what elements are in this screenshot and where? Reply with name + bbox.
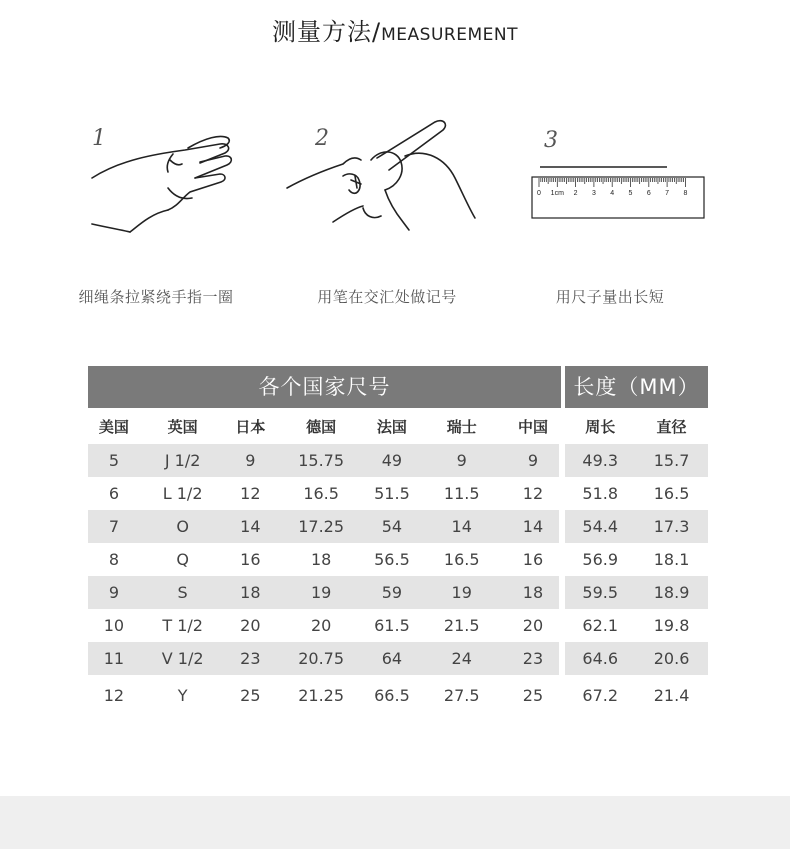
table-cell: 11.5	[443, 484, 480, 503]
table-cell: 17.3	[635, 510, 708, 543]
col-diameter: 直径	[656, 417, 687, 436]
table-cell: 19	[417, 576, 507, 609]
table-cell: 64.6	[565, 642, 635, 675]
table-cell: 12	[240, 484, 261, 503]
table-cell: 21.5	[443, 616, 480, 635]
table-cell: 9	[225, 444, 275, 477]
table-cell: 16	[522, 550, 544, 569]
step-2	[285, 118, 525, 248]
step-3	[528, 118, 768, 248]
table-cell: 62.1	[582, 616, 619, 635]
table-cell: 49.3	[565, 444, 635, 477]
table-cell: 14	[225, 510, 275, 543]
table-cell: T 1/2	[162, 616, 203, 635]
table-cell: 19.8	[653, 616, 690, 635]
step-3-caption: 用尺子量出长短	[555, 288, 665, 306]
table-cell: L 1/2	[162, 484, 203, 503]
ruler-label: 5	[628, 190, 633, 197]
ruler-label: 6	[646, 190, 651, 197]
ruler-label: 2	[573, 190, 578, 197]
table-cell: V 1/2	[140, 642, 226, 675]
ruler-icon	[528, 118, 768, 248]
title-en: MEASUREMENT	[381, 25, 518, 45]
col-us: 美国	[98, 417, 129, 436]
table-row	[88, 477, 708, 510]
table-cell: 14	[507, 510, 560, 543]
col-uk: 英国	[167, 417, 198, 436]
table-cell: 67.2	[582, 685, 619, 705]
table-row	[88, 576, 708, 609]
step-1	[70, 118, 310, 248]
table-cell: O	[140, 510, 226, 543]
page-title	[0, 12, 790, 47]
country-sizes-header: 各个国家尺号	[88, 366, 561, 408]
table-cell: 66.5	[374, 685, 410, 705]
table-group-header	[88, 366, 708, 408]
table-cell: 56.9	[582, 550, 619, 569]
table-cell: 8	[108, 550, 119, 569]
table-row	[88, 543, 708, 576]
table-cell: 16.5	[443, 550, 480, 569]
table-cell: 19	[275, 576, 367, 609]
table-cell: 51.5	[374, 484, 410, 503]
col-cn: 中国	[517, 417, 548, 436]
table-cell: 20.75	[275, 642, 367, 675]
table-cell: 21.4	[653, 685, 690, 705]
col-fr: 法国	[376, 417, 407, 436]
hand-with-string-icon	[70, 118, 310, 248]
table-cell: 6	[108, 484, 119, 503]
table-cell: 23	[507, 642, 560, 675]
table-cell: 16.5	[303, 484, 339, 503]
table-cell: Q	[176, 550, 189, 569]
table-cell: S	[140, 576, 226, 609]
ruler-label: 8	[683, 190, 688, 197]
table-cell: 54.4	[565, 510, 635, 543]
table-cell: 18	[507, 576, 560, 609]
table-cell: 9	[507, 444, 560, 477]
table-cell: 20	[310, 616, 332, 635]
table-cell: 7	[88, 510, 140, 543]
table-cell: 18.1	[653, 550, 690, 569]
table-cell: 24	[417, 642, 507, 675]
table-cell: Y	[177, 685, 188, 705]
table-cell: 18	[225, 576, 275, 609]
table-cell: 5	[88, 444, 140, 477]
step-2-caption: 用笔在交汇处做记号	[317, 288, 457, 306]
table-cell: 18	[310, 550, 332, 569]
table-cell: 11	[88, 642, 140, 675]
table-cell: 12	[103, 685, 125, 705]
table-cell: 9	[417, 444, 507, 477]
table-cell: 51.8	[582, 484, 619, 503]
table-cell: 21.25	[298, 685, 345, 705]
table-row	[88, 675, 708, 715]
ruler-label: 4	[610, 190, 615, 197]
table-cell: 49	[367, 444, 417, 477]
ruler-label: 3	[591, 190, 596, 197]
length-header: 长度（MM）	[565, 366, 708, 408]
step-1-caption: 细绳条拉紧绕手指一圈	[78, 288, 234, 306]
table-cell: 20	[240, 616, 261, 635]
table-cell: 14	[417, 510, 507, 543]
table-cell: 64	[367, 642, 417, 675]
table-cell: 23	[225, 642, 275, 675]
table-cell: 20	[522, 616, 544, 635]
col-ch: 瑞士	[446, 417, 477, 436]
table-cell: 61.5	[374, 616, 410, 635]
table-cell: 9	[88, 576, 140, 609]
ruler-label: 0	[537, 190, 541, 197]
table-cell: 59	[367, 576, 417, 609]
step-number: 2	[315, 126, 329, 151]
hand-with-pen-icon	[285, 118, 525, 248]
table-row	[88, 444, 708, 477]
col-circumference: 周长	[585, 417, 616, 436]
step-number: 1	[92, 126, 106, 151]
ruler-label: 7	[665, 190, 670, 197]
table-row	[88, 609, 708, 642]
table-cell: J 1/2	[140, 444, 226, 477]
table-cell: 16	[240, 550, 261, 569]
table-cell: 15.7	[635, 444, 708, 477]
footer-band	[0, 796, 790, 849]
table-cell: 20.6	[635, 642, 708, 675]
table-cell: 59.5	[565, 576, 635, 609]
table-row	[88, 642, 708, 675]
title-cn: 测量方法/	[272, 18, 382, 46]
table-cell: 10	[103, 616, 125, 635]
table-cell: 16.5	[653, 484, 690, 503]
table-cell: 25	[522, 685, 544, 705]
table-cell: 12	[522, 484, 544, 503]
table-cell: 27.5	[443, 685, 480, 705]
table-cell: 25	[240, 685, 261, 705]
column-header-row	[88, 408, 708, 444]
table-row	[88, 510, 708, 543]
col-de: 德国	[306, 417, 337, 436]
table-cell: 17.25	[275, 510, 367, 543]
table-cell: 18.9	[635, 576, 708, 609]
table-cell: 54	[367, 510, 417, 543]
ruler-label: 1cm	[550, 190, 564, 197]
step-number: 3	[544, 128, 558, 153]
size-chart	[88, 366, 708, 705]
size-table	[88, 408, 708, 715]
table-cell: 15.75	[275, 444, 367, 477]
col-jp: 日本	[235, 417, 266, 436]
table-cell: 56.5	[374, 550, 410, 569]
